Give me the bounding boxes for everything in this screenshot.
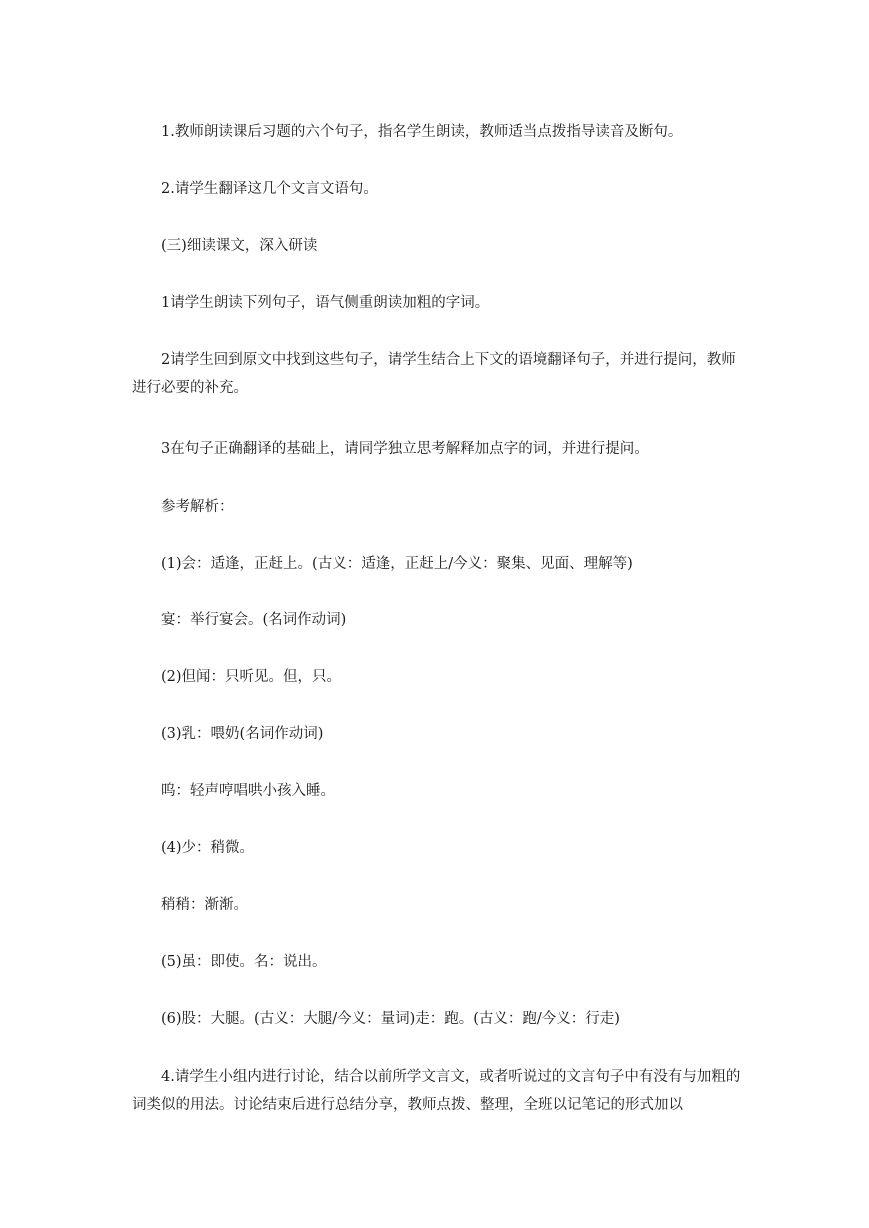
paragraph-1: 1.教师朗读课后习题的六个句子，指名学生朗读，教师适当点拨指导读音及断句。: [161, 124, 683, 140]
paragraph-6: 4.请学生小组内进行讨论，结合以前所学文言文，或者听说过的文言句子中有没有与加粗的词类似的用法。讨论结束后进行总结分享，教师点拨、整理，全班以记笔记的形式加以: [132, 1069, 741, 1113]
note-6: (4)少：稍微。: [161, 840, 255, 856]
paragraph-3: 1请学生朗读下列句子，语气侧重朗读加粗的字词。: [161, 295, 490, 311]
reference-heading: 参考解析：: [161, 499, 234, 515]
note-5: 呜：轻声哼唱哄小孩入睡。: [161, 783, 335, 799]
note-7: 稍稍：渐渐。: [161, 897, 248, 913]
note-3: (2)但闻：只听见。但，只。: [161, 669, 342, 685]
note-2: 宴：举行宴会。(名词作动词): [161, 612, 347, 628]
note-1: (1)会：适逢，正赶上。(古义：适逢，正赶上/今义：聚集、见面、理解等): [161, 556, 633, 572]
note-4: (3)乳：喂奶(名词作动词): [161, 726, 324, 742]
paragraph-2: 2.请学生翻译这几个文言文语句。: [161, 181, 378, 197]
paragraph-5: 3在句子正确翻译的基础上，请同学独立思考解释加点字的词，并进行提问。: [161, 441, 649, 457]
paragraph-4: 2请学生回到原文中找到这些句子，请学生结合上下文的语境翻译句子，并进行提问，教师进行必要的补充。: [132, 352, 736, 396]
section-heading: (三)细读课文，深入研读: [161, 238, 318, 254]
note-9: (6)股：大腿。(古义：大腿/今义：量词)走：跑。(古义：跑/今义：行走): [161, 1011, 620, 1027]
note-8: (5)虽：即使。名：说出。: [161, 954, 327, 970]
